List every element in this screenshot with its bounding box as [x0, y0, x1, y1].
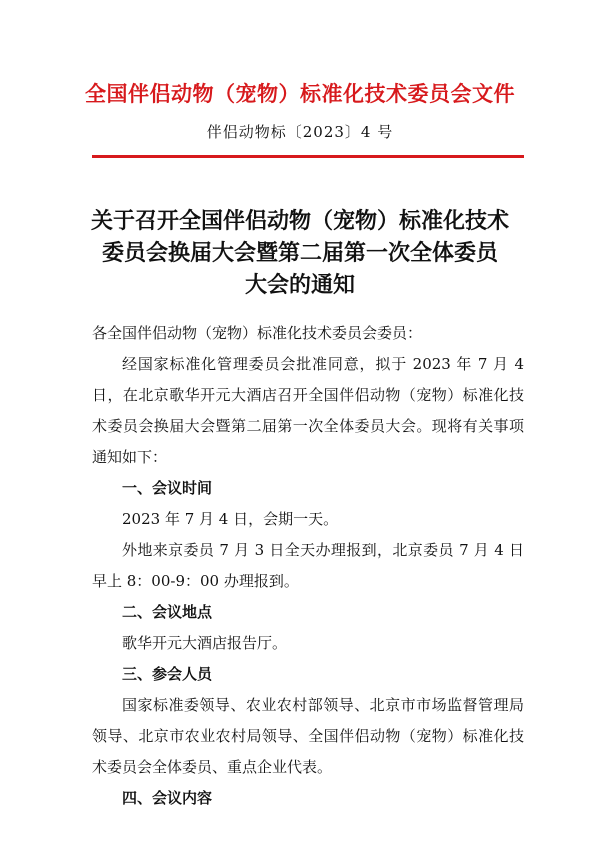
section-heading-location: 二、会议地点 — [122, 603, 213, 621]
title-line-1: 关于召开全国伴侣动物（宠物）标准化技术 — [90, 208, 509, 234]
notice-title — [60, 205, 540, 301]
salutation: 各全国伴侣动物（宠物）标准化技术委员会委员： — [92, 324, 423, 342]
notice-body — [92, 318, 524, 814]
document-number: 伴侣动物标〔2023〕4 号 — [206, 123, 394, 141]
section-time-paragraph-1: 2023 年 7 月 4 日，会期一天。 — [122, 510, 339, 528]
title-line-2: 委员会换届大会暨第二届第一次全体委员 — [101, 240, 498, 266]
section-heading-content: 四、会议内容 — [122, 789, 213, 807]
section-heading-time: 一、会议时间 — [122, 479, 213, 497]
section-location-paragraph: 歌华开元大酒店报告厅。 — [122, 634, 288, 652]
section-time-paragraph-2: 外地来京委员 7 月 3 日全天办理报到，北京委员 7 月 4 日早上 8：00-9：00 办理报到。 — [92, 541, 524, 590]
section-heading-attendees: 三、参会人员 — [122, 665, 213, 683]
red-divider-line — [92, 155, 524, 158]
section-attendees-paragraph: 国家标准委领导、农业农村部领导、北京市市场监督管理局领导、北京市农业农村局领导、全国伴侣动物（宠物）标准化技术委员会全体委员、重点企业代表。 — [92, 696, 524, 776]
issuer-header: 全国伴侣动物（宠物）标准化技术委员会文件 — [85, 82, 515, 106]
intro-paragraph: 经国家标准化管理委员会批准同意，拟于 2023 年 7 月 4 日，在北京歌华开元大酒店召开全国伴侣动物（宠物）标准化技术委员会换届大会暨第二届第一次全体委员大会。现将有关事项通知如下： — [92, 355, 524, 466]
title-line-3: 大会的通知 — [244, 272, 355, 298]
